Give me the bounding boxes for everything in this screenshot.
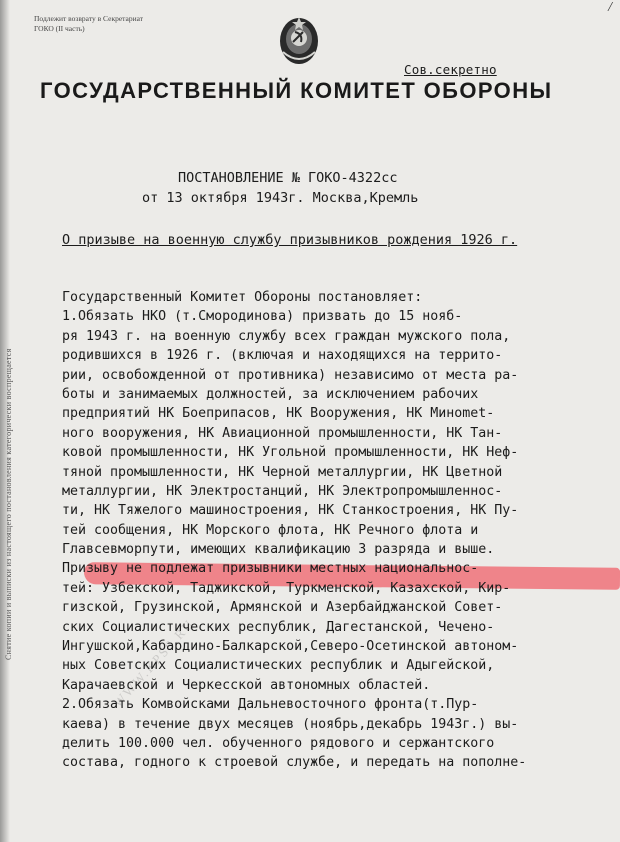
body-line: Ингушской,Кабардино-Балкарской,Северо-Осетинской автоном- [62,639,519,655]
body-line: предприятий НК Боеприпасов, НК Вооружения, НК Минomet- [62,406,495,422]
body-line: металлургии, НК Электростанций, НК Электропромышленнос- [62,483,503,499]
watermark: WWW.KPSS.RU [110,615,197,711]
decree-title: ПОСТАНОВЛЕНИЕ № ГОКО-4322сс [178,170,398,186]
body-line: гизской, Грузинской, Армянской и Азербайджанской Совет- [62,600,503,616]
body-line: боты и занимаемых должностей, за исключением рабочих [62,386,479,402]
body-line: каева) в течение двух месяцев (ноябрь,декабрь 1943г.) вы- [62,716,519,732]
organization-title: ГОСУДАРСТВЕННЫЙ КОМИТЕТ ОБОРОНЫ [40,78,553,103]
return-note [34,14,234,34]
body-line: ря 1943 г. на военную службу всех граждан мужского пола, [62,328,511,344]
body-line: Главсевморпути, имеющих квалификацию 3 разряда и выше. [62,542,495,558]
body-line-highlighted: Призыву не подлежат призывники местных национальнос- [62,561,479,577]
body-line: ти, НК Тяжелого машиностроения, НК Станкостроения, НК Пу- [62,503,519,519]
body-line: Карачаевской и Черкесской автономных областей. [62,677,431,693]
body-line: тей сообщения, НК Морского флота, НК Речного флота и [62,522,479,538]
body-line: родившихся в 1926 г. (включая и находящихся на террито- [62,348,503,364]
side-stamp: Снятие копии и выписки из настоящего постановления категорически воспрещается [4,348,13,660]
secrecy-classification: Сов.секретно [404,62,497,77]
return-note-line: Подлежит возврату в Секретариат [34,14,144,23]
body-line: тей: Узбекской, Таджикской, Туркменской, Казахской, Кир- [62,580,511,596]
decree-body [62,288,602,773]
return-note-line: ГОКО (II часть) [34,24,85,33]
body-line: рии, освобожденной от противника) независимо от места ра- [62,367,519,383]
body-line: Государственный Комитет Обороны постановляет: [62,290,423,305]
page-mark: / [608,0,612,15]
body-line: 1.Обязать НКО (т.Смородинова) призвать до 15 нояб- [62,309,463,325]
body-line: ских Социалистических республик, Дагестанской, Чечено- [62,619,495,635]
decree-date: от 13 октября 1943г. Москва,Кремль [142,190,419,206]
decree-subject: О призыве на военную службу призывников рождения 1926 г. [62,232,518,248]
body-line: 2.Обязать Комвойсками Дальневосточного фронта(т.Пур- [62,697,479,713]
body-line: ных Советских Социалистических республик и Адыгейской, [62,658,495,674]
body-line: тяной промышленности, НК Черной металлургии, НК Цветной [62,464,503,480]
ussr-emblem-icon [277,14,321,68]
body-line: ного вооружения, НК Авиационной промышленности, НК Тан- [62,425,503,441]
body-line: ковой промышленности, НК Угольной промышленности, НК Неф- [62,445,519,461]
body-line: состава, годного к строевой службе, и передать на пополне- [62,755,527,771]
body-line: делить 100.000 чел. обученного рядового и сержантского [62,735,495,751]
